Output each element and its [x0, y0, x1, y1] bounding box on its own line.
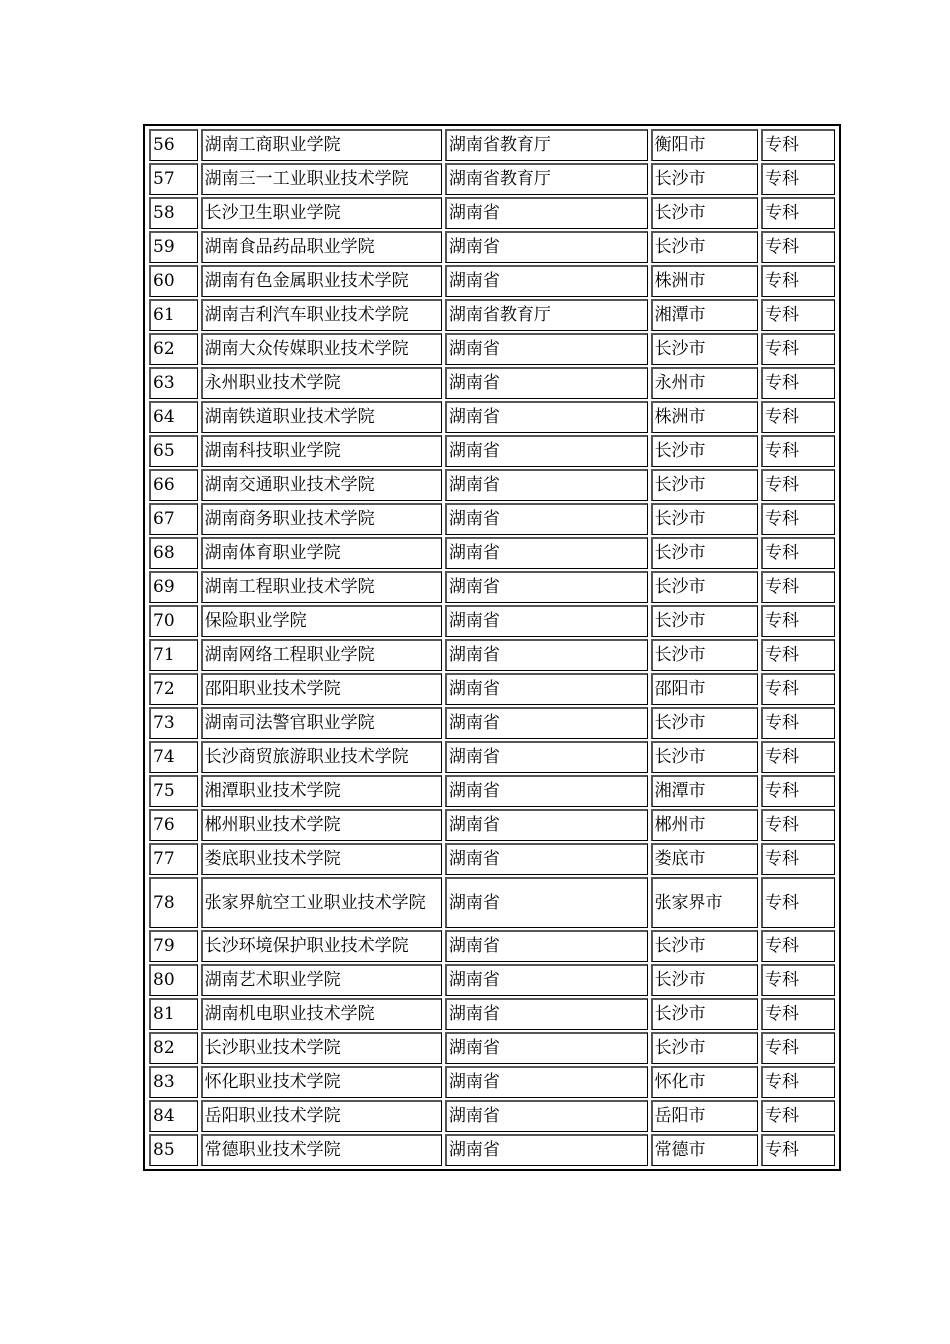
- table-row: [149, 1066, 835, 1098]
- row-number: 69: [149, 571, 198, 603]
- row-number: 56: [149, 129, 198, 161]
- city-location: 岳阳市: [651, 1100, 758, 1132]
- row-number: 62: [149, 333, 198, 365]
- competent-authority: 湖南省: [445, 435, 648, 467]
- competent-authority: 湖南省: [445, 537, 648, 569]
- row-number: 75: [149, 775, 198, 807]
- row-number: 78: [149, 877, 198, 928]
- table-row: [149, 401, 835, 433]
- city-location: 长沙市: [651, 741, 758, 773]
- city-location: 长沙市: [651, 998, 758, 1030]
- education-level: 专科: [761, 741, 835, 773]
- table-row: [149, 775, 835, 807]
- city-location: 长沙市: [651, 605, 758, 637]
- competent-authority: 湖南省教育厅: [445, 299, 648, 331]
- institution-name: 怀化职业技术学院: [201, 1066, 442, 1098]
- competent-authority: 湖南省: [445, 877, 648, 928]
- city-location: 长沙市: [651, 435, 758, 467]
- college-table-frame: [143, 124, 841, 1171]
- institution-name: 邵阳职业技术学院: [201, 673, 442, 705]
- city-location: 长沙市: [651, 469, 758, 501]
- institution-name: 岳阳职业技术学院: [201, 1100, 442, 1132]
- city-location: 张家界市: [651, 877, 758, 928]
- education-level: 专科: [761, 401, 835, 433]
- institution-name: 永州职业技术学院: [201, 367, 442, 399]
- table-row: [149, 930, 835, 962]
- education-level: 专科: [761, 877, 835, 928]
- institution-name: 湖南科技职业学院: [201, 435, 442, 467]
- education-level: 专科: [761, 673, 835, 705]
- row-number: 85: [149, 1134, 198, 1166]
- education-level: 专科: [761, 129, 835, 161]
- competent-authority: 湖南省: [445, 673, 648, 705]
- institution-name: 常德职业技术学院: [201, 1134, 442, 1166]
- competent-authority: 湖南省: [445, 707, 648, 739]
- city-location: 长沙市: [651, 964, 758, 996]
- row-number: 61: [149, 299, 198, 331]
- institution-name: 张家界航空工业职业技术学院: [201, 877, 442, 928]
- table-body: [149, 129, 835, 1166]
- education-level: 专科: [761, 435, 835, 467]
- city-location: 株洲市: [651, 265, 758, 297]
- competent-authority: 湖南省: [445, 1100, 648, 1132]
- education-level: 专科: [761, 197, 835, 229]
- city-location: 长沙市: [651, 231, 758, 263]
- institution-name: 湖南司法警官职业学院: [201, 707, 442, 739]
- competent-authority: 湖南省: [445, 809, 648, 841]
- competent-authority: 湖南省教育厅: [445, 129, 648, 161]
- table-row: [149, 964, 835, 996]
- institution-name: 长沙职业技术学院: [201, 1032, 442, 1064]
- row-number: 59: [149, 231, 198, 263]
- competent-authority: 湖南省: [445, 231, 648, 263]
- competent-authority: 湖南省: [445, 843, 648, 875]
- city-location: 长沙市: [651, 930, 758, 962]
- city-location: 长沙市: [651, 503, 758, 535]
- education-level: 专科: [761, 265, 835, 297]
- row-number: 68: [149, 537, 198, 569]
- row-number: 84: [149, 1100, 198, 1132]
- competent-authority: 湖南省: [445, 741, 648, 773]
- table-row: [149, 537, 835, 569]
- education-level: 专科: [761, 537, 835, 569]
- competent-authority: 湖南省: [445, 930, 648, 962]
- city-location: 湘潭市: [651, 299, 758, 331]
- education-level: 专科: [761, 503, 835, 535]
- institution-name: 湖南大众传媒职业技术学院: [201, 333, 442, 365]
- institution-name: 湖南体育职业学院: [201, 537, 442, 569]
- table-row: [149, 333, 835, 365]
- competent-authority: 湖南省: [445, 1032, 648, 1064]
- education-level: 专科: [761, 707, 835, 739]
- row-number: 76: [149, 809, 198, 841]
- education-level: 专科: [761, 1134, 835, 1166]
- table-row: [149, 571, 835, 603]
- row-number: 74: [149, 741, 198, 773]
- education-level: 专科: [761, 930, 835, 962]
- institution-name: 湖南网络工程职业学院: [201, 639, 442, 671]
- table-row: [149, 469, 835, 501]
- education-level: 专科: [761, 1100, 835, 1132]
- education-level: 专科: [761, 163, 835, 195]
- table-row: [149, 1134, 835, 1166]
- city-location: 衡阳市: [651, 129, 758, 161]
- education-level: 专科: [761, 809, 835, 841]
- row-number: 73: [149, 707, 198, 739]
- table-row: [149, 299, 835, 331]
- table-row: [149, 639, 835, 671]
- table-row: [149, 605, 835, 637]
- row-number: 83: [149, 1066, 198, 1098]
- competent-authority: 湖南省: [445, 265, 648, 297]
- education-level: 专科: [761, 469, 835, 501]
- institution-name: 郴州职业技术学院: [201, 809, 442, 841]
- education-level: 专科: [761, 964, 835, 996]
- institution-name: 湖南三一工业职业技术学院: [201, 163, 442, 195]
- table-row: [149, 197, 835, 229]
- institution-name: 湖南交通职业技术学院: [201, 469, 442, 501]
- competent-authority: 湖南省: [445, 197, 648, 229]
- table-row: [149, 265, 835, 297]
- competent-authority: 湖南省: [445, 401, 648, 433]
- row-number: 65: [149, 435, 198, 467]
- table-row: [149, 231, 835, 263]
- education-level: 专科: [761, 571, 835, 603]
- competent-authority: 湖南省: [445, 367, 648, 399]
- row-number: 77: [149, 843, 198, 875]
- education-level: 专科: [761, 843, 835, 875]
- competent-authority: 湖南省: [445, 571, 648, 603]
- city-location: 湘潭市: [651, 775, 758, 807]
- institution-name: 湖南工商职业学院: [201, 129, 442, 161]
- city-location: 长沙市: [651, 537, 758, 569]
- city-location: 永州市: [651, 367, 758, 399]
- competent-authority: 湖南省: [445, 469, 648, 501]
- row-number: 64: [149, 401, 198, 433]
- education-level: 专科: [761, 1032, 835, 1064]
- institution-name: 娄底职业技术学院: [201, 843, 442, 875]
- institution-name: 湖南食品药品职业学院: [201, 231, 442, 263]
- institution-name: 湖南铁道职业技术学院: [201, 401, 442, 433]
- city-location: 郴州市: [651, 809, 758, 841]
- table-row: [149, 1032, 835, 1064]
- table-row: [149, 843, 835, 875]
- institution-name: 长沙卫生职业学院: [201, 197, 442, 229]
- education-level: 专科: [761, 998, 835, 1030]
- education-level: 专科: [761, 299, 835, 331]
- table-row: [149, 809, 835, 841]
- institution-name: 长沙商贸旅游职业技术学院: [201, 741, 442, 773]
- row-number: 79: [149, 930, 198, 962]
- row-number: 58: [149, 197, 198, 229]
- education-level: 专科: [761, 775, 835, 807]
- row-number: 60: [149, 265, 198, 297]
- table-row: [149, 367, 835, 399]
- city-location: 长沙市: [651, 1032, 758, 1064]
- row-number: 81: [149, 998, 198, 1030]
- row-number: 80: [149, 964, 198, 996]
- education-level: 专科: [761, 333, 835, 365]
- institution-name: 湖南工程职业技术学院: [201, 571, 442, 603]
- row-number: 82: [149, 1032, 198, 1064]
- table-row: [149, 673, 835, 705]
- row-number: 72: [149, 673, 198, 705]
- table-row: [149, 435, 835, 467]
- competent-authority: 湖南省: [445, 998, 648, 1030]
- competent-authority: 湖南省: [445, 639, 648, 671]
- college-table: [146, 127, 838, 1168]
- city-location: 邵阳市: [651, 673, 758, 705]
- city-location: 长沙市: [651, 639, 758, 671]
- table-row: [149, 741, 835, 773]
- education-level: 专科: [761, 231, 835, 263]
- table-row: [149, 163, 835, 195]
- row-number: 67: [149, 503, 198, 535]
- table-row: [149, 503, 835, 535]
- institution-name: 湖南有色金属职业技术学院: [201, 265, 442, 297]
- table-row: [149, 1100, 835, 1132]
- education-level: 专科: [761, 605, 835, 637]
- city-location: 长沙市: [651, 571, 758, 603]
- city-location: 常德市: [651, 1134, 758, 1166]
- competent-authority: 湖南省: [445, 964, 648, 996]
- city-location: 株洲市: [651, 401, 758, 433]
- row-number: 63: [149, 367, 198, 399]
- institution-name: 湖南吉利汽车职业技术学院: [201, 299, 442, 331]
- competent-authority: 湖南省: [445, 503, 648, 535]
- row-number: 71: [149, 639, 198, 671]
- city-location: 娄底市: [651, 843, 758, 875]
- competent-authority: 湖南省: [445, 605, 648, 637]
- row-number: 57: [149, 163, 198, 195]
- institution-name: 湖南商务职业技术学院: [201, 503, 442, 535]
- institution-name: 湖南机电职业技术学院: [201, 998, 442, 1030]
- row-number: 66: [149, 469, 198, 501]
- table-row: [149, 129, 835, 161]
- education-level: 专科: [761, 639, 835, 671]
- table-row: [149, 998, 835, 1030]
- city-location: 长沙市: [651, 163, 758, 195]
- competent-authority: 湖南省教育厅: [445, 163, 648, 195]
- competent-authority: 湖南省: [445, 775, 648, 807]
- competent-authority: 湖南省: [445, 1134, 648, 1166]
- institution-name: 湘潭职业技术学院: [201, 775, 442, 807]
- education-level: 专科: [761, 367, 835, 399]
- table-row: [149, 707, 835, 739]
- competent-authority: 湖南省: [445, 1066, 648, 1098]
- city-location: 长沙市: [651, 707, 758, 739]
- institution-name: 湖南艺术职业学院: [201, 964, 442, 996]
- city-location: 长沙市: [651, 333, 758, 365]
- education-level: 专科: [761, 1066, 835, 1098]
- table-row: [149, 877, 835, 928]
- institution-name: 保险职业学院: [201, 605, 442, 637]
- city-location: 怀化市: [651, 1066, 758, 1098]
- institution-name: 长沙环境保护职业技术学院: [201, 930, 442, 962]
- city-location: 长沙市: [651, 197, 758, 229]
- row-number: 70: [149, 605, 198, 637]
- competent-authority: 湖南省: [445, 333, 648, 365]
